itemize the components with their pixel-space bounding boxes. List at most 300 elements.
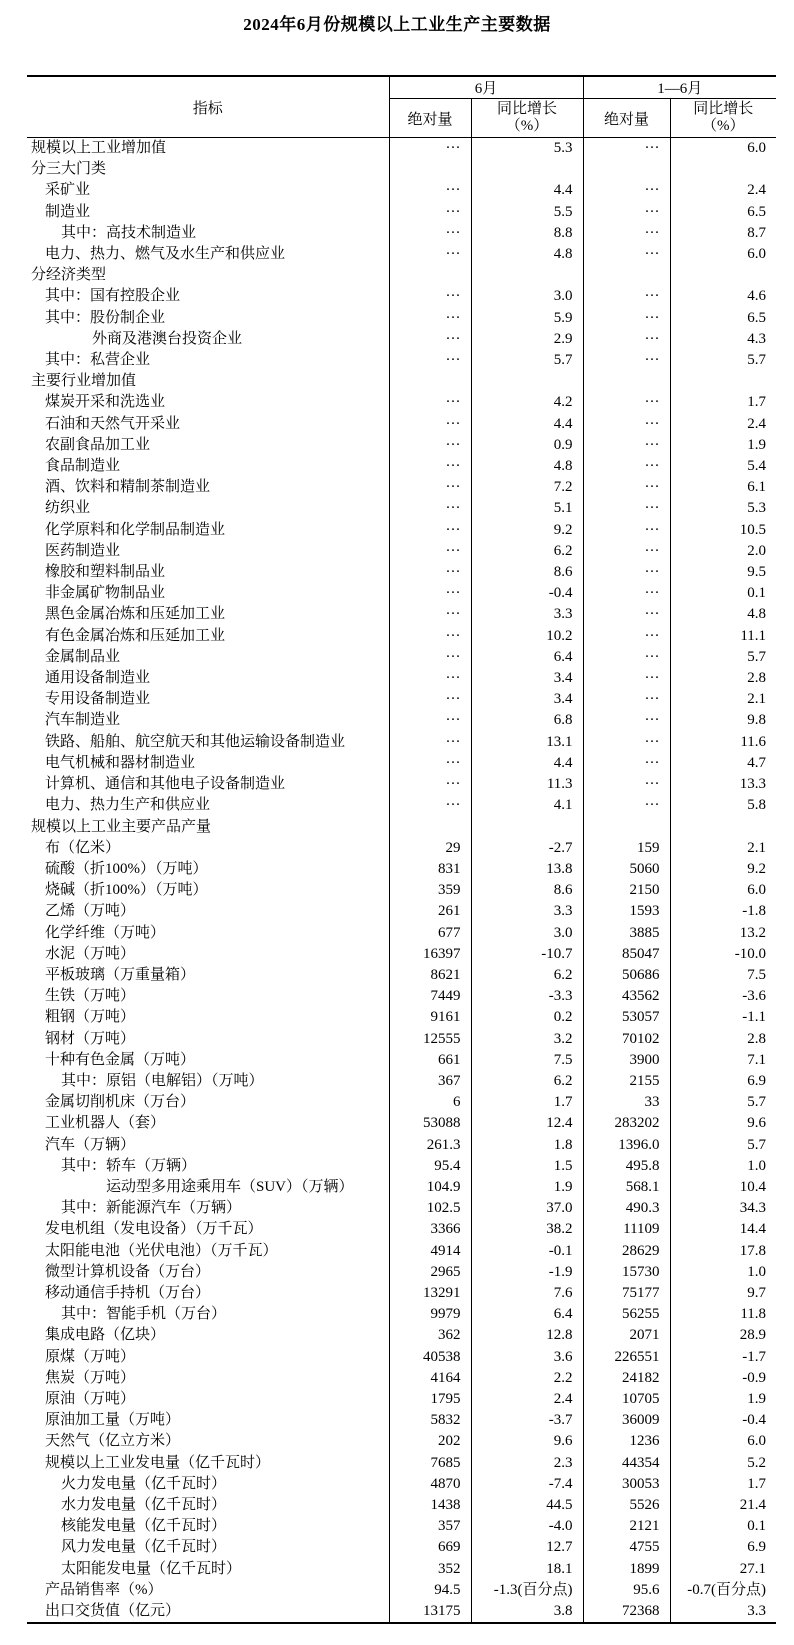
growth-jan-june-cell: -1.8 [670, 901, 776, 922]
indicator-cell: 规模以上工业增加值 [31, 140, 167, 156]
header-growth-june [471, 99, 583, 138]
table-row [27, 1177, 776, 1198]
growth-jan-june-cell: 2.1 [670, 689, 776, 710]
indicator-cell: 采矿业 [45, 182, 91, 199]
growth-jan-june-cell: 9.8 [670, 710, 776, 731]
abs-jan-june-cell: ··· [583, 202, 670, 223]
abs-june-cell: ··· [389, 477, 471, 498]
growth-jan-june-cell: 3.3 [670, 1601, 776, 1623]
indicator-cell: 其中：轿车（万辆） [61, 1157, 197, 1174]
growth-jan-june-cell: 8.7 [670, 223, 776, 244]
growth-june-cell: 6.2 [471, 541, 583, 562]
indicator-cell: 原煤（万吨） [45, 1348, 136, 1365]
growth-june-cell [471, 817, 583, 838]
growth-jan-june-cell: 21.4 [670, 1495, 776, 1516]
abs-jan-june-cell: ··· [583, 562, 670, 583]
table-row [27, 1283, 776, 1304]
growth-jan-june-cell: 7.5 [670, 965, 776, 986]
abs-june-cell: 261 [389, 901, 471, 922]
table-row [27, 753, 776, 774]
industrial-data-table [27, 75, 776, 1624]
table-row [27, 392, 776, 413]
growth-jan-june-cell: 4.8 [670, 604, 776, 625]
growth-jan-june-cell: 28.9 [670, 1325, 776, 1346]
abs-june-cell: 13175 [389, 1601, 471, 1623]
indicator-cell: 铁路、船舶、航空航天和其他运输设备制造业 [45, 733, 346, 750]
table-row [27, 1453, 776, 1474]
growth-jan-june-cell: 5.7 [670, 350, 776, 371]
abs-jan-june-cell: 159 [583, 838, 670, 859]
abs-june-cell: ··· [389, 753, 471, 774]
abs-june-cell: ··· [389, 626, 471, 647]
growth-june-cell: 1.9 [471, 1177, 583, 1198]
indicator-cell: 金属切削机床（万台） [45, 1094, 196, 1111]
abs-june-cell: ··· [389, 244, 471, 265]
indicator-cell: 出口交货值（亿元） [45, 1603, 181, 1620]
indicator-cell: 农副食品加工业 [45, 436, 151, 453]
table-row [27, 223, 776, 244]
abs-june-cell: 831 [389, 859, 471, 880]
indicator-cell: 分三大门类 [31, 161, 107, 178]
table-row [27, 202, 776, 223]
header-growth-jan-june-line1: 同比增长 [693, 101, 754, 117]
abs-jan-june-cell: ··· [583, 626, 670, 647]
table-row [27, 838, 776, 859]
indicator-cell: 金属制品业 [45, 648, 121, 665]
table-row [27, 626, 776, 647]
abs-june-cell: ··· [389, 223, 471, 244]
table-row [27, 1219, 776, 1240]
abs-jan-june-cell: 1236 [583, 1431, 670, 1452]
table-row [27, 1135, 776, 1156]
growth-jan-june-cell: 17.8 [670, 1241, 776, 1262]
table-row [27, 1007, 776, 1028]
growth-june-cell: 6.2 [471, 965, 583, 986]
abs-jan-june-cell: 495.8 [583, 1156, 670, 1177]
growth-jan-june-cell [670, 817, 776, 838]
abs-jan-june-cell: 1899 [583, 1559, 670, 1580]
growth-june-cell: 38.2 [471, 1219, 583, 1240]
growth-jan-june-cell: 11.1 [670, 626, 776, 647]
abs-jan-june-cell: ··· [583, 180, 670, 201]
abs-jan-june-cell: ··· [583, 668, 670, 689]
indicator-cell: 电力、热力生产和供应业 [45, 797, 211, 814]
indicator-cell: 平板玻璃（万重量箱） [45, 966, 196, 983]
indicator-cell: 乙烯（万吨） [45, 903, 136, 920]
growth-june-cell: 3.4 [471, 668, 583, 689]
abs-jan-june-cell: 1593 [583, 901, 670, 922]
abs-jan-june-cell: ··· [583, 774, 670, 795]
table-row [27, 1389, 776, 1410]
abs-june-cell: 362 [389, 1325, 471, 1346]
abs-june-cell: 5832 [389, 1410, 471, 1431]
table-row [27, 1241, 776, 1262]
indicator-cell: 主要行业增加值 [31, 373, 137, 390]
abs-jan-june-cell [583, 265, 670, 286]
abs-june-cell: 95.4 [389, 1156, 471, 1177]
abs-jan-june-cell [583, 159, 670, 180]
table-row [27, 1516, 776, 1537]
abs-jan-june-cell: 70102 [583, 1029, 670, 1050]
abs-jan-june-cell: 2071 [583, 1325, 670, 1346]
growth-june-cell: 9.2 [471, 520, 583, 541]
abs-june-cell: ··· [389, 604, 471, 625]
abs-jan-june-cell: ··· [583, 647, 670, 668]
table-row [27, 1050, 776, 1071]
indicator-cell: 专用设备制造业 [45, 691, 151, 708]
table-row [27, 350, 776, 371]
indicator-cell: 钢材（万吨） [45, 1030, 136, 1047]
abs-jan-june-cell: ··· [583, 732, 670, 753]
abs-june-cell: 12555 [389, 1029, 471, 1050]
indicator-cell: 硫酸（折100%）（万吨） [45, 860, 208, 877]
growth-june-cell: 3.3 [471, 901, 583, 922]
abs-june-cell [389, 159, 471, 180]
abs-jan-june-cell: ··· [583, 520, 670, 541]
growth-june-cell: 1.5 [471, 1156, 583, 1177]
indicator-cell: 焦炭（万吨） [45, 1369, 136, 1386]
indicator-cell: 规模以上工业主要产品产量 [31, 818, 212, 835]
growth-jan-june-cell: 9.5 [670, 562, 776, 583]
abs-jan-june-cell: ··· [583, 456, 670, 477]
indicator-cell: 原油加工量（万吨） [45, 1412, 181, 1429]
abs-jan-june-cell: ··· [583, 329, 670, 350]
indicator-cell: 运动型多用途乘用车（SUV）（万辆） [106, 1178, 354, 1195]
growth-june-cell: 8.6 [471, 562, 583, 583]
growth-june-cell: 18.1 [471, 1559, 583, 1580]
growth-jan-june-cell: -1.1 [670, 1007, 776, 1028]
abs-jan-june-cell: ··· [583, 435, 670, 456]
table-row [27, 1580, 776, 1601]
growth-june-cell: 5.9 [471, 308, 583, 329]
growth-jan-june-cell: -0.7(百分点) [670, 1580, 776, 1601]
abs-june-cell: 359 [389, 880, 471, 901]
abs-june-cell: 661 [389, 1050, 471, 1071]
header-growth-june-line2: （%） [505, 118, 549, 134]
growth-june-cell: -0.4 [471, 583, 583, 604]
growth-jan-june-cell: 11.6 [670, 732, 776, 753]
abs-june-cell: ··· [389, 350, 471, 371]
growth-june-cell: 0.9 [471, 435, 583, 456]
growth-jan-june-cell: 2.4 [670, 180, 776, 201]
abs-jan-june-cell: 490.3 [583, 1198, 670, 1219]
abs-june-cell: 1795 [389, 1389, 471, 1410]
table-row [27, 329, 776, 350]
growth-june-cell: 8.6 [471, 880, 583, 901]
table-row [27, 1325, 776, 1346]
table-row [27, 880, 776, 901]
table-row [27, 1198, 776, 1219]
indicator-cell: 发电机组（发电设备）（万千瓦） [45, 1221, 263, 1238]
abs-jan-june-cell [583, 371, 670, 392]
growth-june-cell: 4.4 [471, 414, 583, 435]
growth-jan-june-cell: 6.0 [670, 880, 776, 901]
growth-june-cell: 3.3 [471, 604, 583, 625]
growth-june-cell: 3.4 [471, 689, 583, 710]
abs-june-cell: 1438 [389, 1495, 471, 1516]
indicator-cell: 非金属矿物制品业 [45, 585, 166, 602]
growth-june-cell: 4.2 [471, 392, 583, 413]
growth-june-cell: 13.1 [471, 732, 583, 753]
abs-june-cell: ··· [389, 774, 471, 795]
abs-june-cell: 677 [389, 923, 471, 944]
growth-june-cell: 0.2 [471, 1007, 583, 1028]
indicator-cell: 石油和天然气开采业 [45, 415, 181, 432]
growth-jan-june-cell: 2.8 [670, 668, 776, 689]
indicator-cell: 汽车制造业 [45, 712, 121, 729]
abs-june-cell: ··· [389, 329, 471, 350]
indicator-cell: 计算机、通信和其他电子设备制造业 [45, 776, 286, 793]
table-row [27, 859, 776, 880]
growth-june-cell: 37.0 [471, 1198, 583, 1219]
abs-june-cell: 102.5 [389, 1198, 471, 1219]
header-growth-jan-june-line2: （%） [702, 118, 745, 134]
growth-june-cell: -1.9 [471, 1262, 583, 1283]
indicator-cell: 其中：原铝（电解铝）（万吨） [61, 1072, 264, 1089]
table-row [27, 710, 776, 731]
abs-jan-june-cell: 15730 [583, 1262, 670, 1283]
abs-jan-june-cell: 3885 [583, 923, 670, 944]
abs-jan-june-cell: ··· [583, 795, 670, 816]
growth-jan-june-cell: 13.2 [670, 923, 776, 944]
growth-jan-june-cell: -3.6 [670, 986, 776, 1007]
indicator-cell: 集成电路（亿块） [45, 1327, 166, 1344]
indicator-cell: 电气机械和器材制造业 [45, 754, 196, 771]
abs-jan-june-cell: ··· [583, 753, 670, 774]
growth-jan-june-cell: 4.7 [670, 753, 776, 774]
indicator-cell: 医药制造业 [45, 542, 121, 559]
table-row [27, 986, 776, 1007]
abs-june-cell: 669 [389, 1537, 471, 1558]
abs-june-cell: 3366 [389, 1219, 471, 1240]
growth-jan-june-cell: -0.9 [670, 1368, 776, 1389]
growth-june-cell: 4.8 [471, 456, 583, 477]
indicator-cell: 其中：高技术制造业 [61, 224, 197, 241]
table-row [27, 1410, 776, 1431]
header-abs-jan-june: 绝对量 [583, 99, 670, 138]
abs-june-cell: 261.3 [389, 1135, 471, 1156]
abs-jan-june-cell: 24182 [583, 1368, 670, 1389]
table-row [27, 244, 776, 265]
abs-jan-june-cell: 4755 [583, 1537, 670, 1558]
table-row [27, 562, 776, 583]
table-row [27, 604, 776, 625]
growth-jan-june-cell: 6.5 [670, 202, 776, 223]
growth-jan-june-cell: 9.2 [670, 859, 776, 880]
indicator-cell: 电力、热力、燃气及水生产和供应业 [45, 246, 286, 263]
growth-jan-june-cell: 5.2 [670, 1453, 776, 1474]
table-row [27, 689, 776, 710]
abs-jan-june-cell: ··· [583, 392, 670, 413]
growth-june-cell: 13.8 [471, 859, 583, 880]
indicator-cell: 酒、饮料和精制茶制造业 [45, 479, 211, 496]
growth-june-cell: 5.5 [471, 202, 583, 223]
abs-june-cell: ··· [389, 414, 471, 435]
abs-jan-june-cell: 53057 [583, 1007, 670, 1028]
growth-jan-june-cell: 0.1 [670, 583, 776, 604]
abs-jan-june-cell: 11109 [583, 1219, 670, 1240]
table-row [27, 286, 776, 307]
abs-june-cell: 2965 [389, 1262, 471, 1283]
growth-jan-june-cell: 2.4 [670, 414, 776, 435]
indicator-cell: 太阳能发电量（亿千瓦时） [61, 1560, 242, 1577]
indicator-cell: 规模以上工业发电量（亿千瓦时） [45, 1454, 271, 1471]
table-row [27, 180, 776, 201]
growth-jan-june-cell: 4.6 [670, 286, 776, 307]
growth-jan-june-cell: 6.0 [670, 138, 776, 160]
growth-jan-june-cell: 2.1 [670, 838, 776, 859]
growth-june-cell: 3.0 [471, 286, 583, 307]
abs-june-cell: 367 [389, 1071, 471, 1092]
growth-jan-june-cell: 5.3 [670, 498, 776, 519]
abs-june-cell: ··· [389, 180, 471, 201]
abs-jan-june-cell: ··· [583, 604, 670, 625]
growth-jan-june-cell: 5.7 [670, 647, 776, 668]
abs-jan-june-cell: 75177 [583, 1283, 670, 1304]
growth-june-cell: 9.6 [471, 1431, 583, 1452]
abs-june-cell: 357 [389, 1516, 471, 1537]
indicator-cell: 黑色金属冶炼和压延加工业 [45, 606, 226, 623]
growth-june-cell: 5.3 [471, 138, 583, 160]
abs-june-cell: ··· [389, 583, 471, 604]
table-row [27, 541, 776, 562]
indicator-cell: 生铁（万吨） [45, 988, 136, 1005]
growth-june-cell [471, 371, 583, 392]
indicator-cell: 外商及港澳台投资企业 [92, 330, 243, 347]
growth-june-cell: 11.3 [471, 774, 583, 795]
abs-june-cell [389, 817, 471, 838]
abs-june-cell: ··· [389, 498, 471, 519]
table-row [27, 668, 776, 689]
header-growth-jan-june [670, 99, 776, 138]
abs-june-cell: ··· [389, 562, 471, 583]
table-row [27, 1071, 776, 1092]
growth-june-cell: 3.2 [471, 1029, 583, 1050]
table-row [27, 1262, 776, 1283]
abs-june-cell: 352 [389, 1559, 471, 1580]
table-row [27, 901, 776, 922]
indicator-cell: 风力发电量（亿千瓦时） [61, 1539, 227, 1556]
abs-jan-june-cell: ··· [583, 286, 670, 307]
growth-jan-june-cell: 9.6 [670, 1113, 776, 1134]
growth-jan-june-cell: 6.9 [670, 1071, 776, 1092]
growth-june-cell: 4.8 [471, 244, 583, 265]
abs-jan-june-cell: 50686 [583, 965, 670, 986]
growth-jan-june-cell: 1.9 [670, 435, 776, 456]
indicator-cell: 原油（万吨） [45, 1390, 136, 1407]
growth-jan-june-cell: 6.0 [670, 244, 776, 265]
abs-june-cell: 40538 [389, 1347, 471, 1368]
growth-june-cell: 12.7 [471, 1537, 583, 1558]
indicator-cell: 工业机器人（套） [45, 1115, 166, 1132]
abs-jan-june-cell: ··· [583, 223, 670, 244]
growth-june-cell: 1.8 [471, 1135, 583, 1156]
table-row [27, 647, 776, 668]
growth-june-cell: 6.4 [471, 1304, 583, 1325]
indicator-cell: 其中：智能手机（万台） [61, 1306, 227, 1323]
indicator-cell: 水力发电量（亿千瓦时） [61, 1497, 227, 1513]
growth-jan-june-cell: 6.1 [670, 477, 776, 498]
abs-june-cell: 13291 [389, 1283, 471, 1304]
growth-jan-june-cell: 2.0 [670, 541, 776, 562]
abs-jan-june-cell: ··· [583, 414, 670, 435]
abs-june-cell: 9979 [389, 1304, 471, 1325]
abs-jan-june-cell: 2150 [583, 880, 670, 901]
table-row [27, 1537, 776, 1558]
growth-jan-june-cell: 11.8 [670, 1304, 776, 1325]
growth-jan-june-cell: 1.9 [670, 1389, 776, 1410]
abs-june-cell: 4164 [389, 1368, 471, 1389]
table-row [27, 477, 776, 498]
table-row [27, 1559, 776, 1580]
table-row [27, 1304, 776, 1325]
indicator-cell: 通用设备制造业 [45, 670, 151, 687]
growth-june-cell [471, 265, 583, 286]
indicator-cell: 烧碱（折100%）（万吨） [45, 882, 208, 899]
abs-june-cell: ··· [389, 732, 471, 753]
abs-june-cell [389, 371, 471, 392]
indicator-cell: 煤炭开采和洗选业 [45, 394, 166, 411]
growth-june-cell: 8.8 [471, 223, 583, 244]
abs-june-cell: ··· [389, 668, 471, 689]
growth-jan-june-cell: 5.4 [670, 456, 776, 477]
abs-june-cell: 53088 [389, 1113, 471, 1134]
indicator-cell: 微型计算机设备（万台） [45, 1263, 211, 1280]
growth-june-cell: -7.4 [471, 1474, 583, 1495]
indicator-cell: 其中：股份制企业 [45, 309, 166, 326]
abs-jan-june-cell: ··· [583, 541, 670, 562]
growth-jan-june-cell: 6.9 [670, 1537, 776, 1558]
growth-jan-june-cell [670, 371, 776, 392]
table-row [27, 414, 776, 435]
indicator-cell: 天然气（亿立方米） [45, 1433, 181, 1450]
indicator-cell: 汽车（万辆） [45, 1136, 136, 1153]
growth-june-cell: 7.5 [471, 1050, 583, 1071]
indicator-cell: 核能发电量（亿千瓦时） [61, 1518, 227, 1535]
growth-jan-june-cell: -0.4 [670, 1410, 776, 1431]
abs-june-cell: ··· [389, 202, 471, 223]
abs-june-cell: 6 [389, 1092, 471, 1113]
growth-jan-june-cell: 5.8 [670, 795, 776, 816]
abs-june-cell: ··· [389, 456, 471, 477]
abs-jan-june-cell: 5060 [583, 859, 670, 880]
abs-june-cell: ··· [389, 392, 471, 413]
indicator-cell: 化学纤维（万吨） [45, 924, 166, 941]
header-june: 6月 [389, 76, 583, 99]
indicator-cell: 产品销售率（%） [45, 1581, 163, 1598]
abs-june-cell: 4870 [389, 1474, 471, 1495]
growth-june-cell: 4.1 [471, 795, 583, 816]
abs-jan-june-cell: 36009 [583, 1410, 670, 1431]
abs-june-cell: 104.9 [389, 1177, 471, 1198]
abs-jan-june-cell: 568.1 [583, 1177, 670, 1198]
abs-jan-june-cell: 2155 [583, 1071, 670, 1092]
abs-june-cell: ··· [389, 647, 471, 668]
abs-june-cell: ··· [389, 435, 471, 456]
table-row [27, 1495, 776, 1516]
abs-june-cell: 8621 [389, 965, 471, 986]
abs-june-cell: ··· [389, 541, 471, 562]
table-row [27, 795, 776, 816]
abs-june-cell: 4914 [389, 1241, 471, 1262]
indicator-cell: 制造业 [45, 203, 91, 220]
abs-jan-june-cell: 56255 [583, 1304, 670, 1325]
table-row [27, 1113, 776, 1134]
table-row [27, 1601, 776, 1623]
abs-jan-june-cell: ··· [583, 498, 670, 519]
table-row [27, 138, 776, 160]
abs-june-cell: ··· [389, 710, 471, 731]
